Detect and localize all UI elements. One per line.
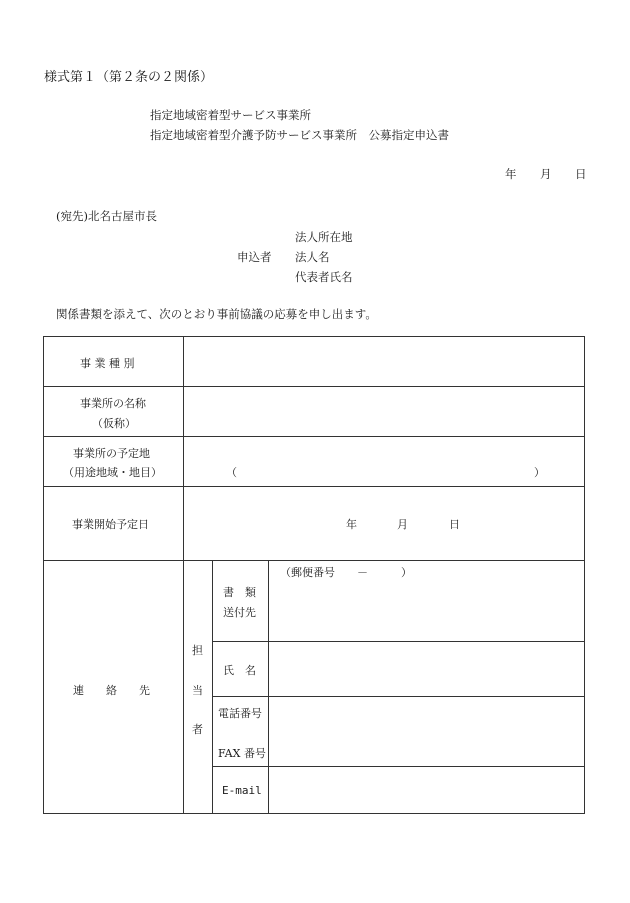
corp-address-label: 法人所在地 [295,230,353,244]
corp-name-label: 法人名 [295,250,330,264]
doc-destination-line1: 書 類 [223,586,256,599]
date-day: 日 [575,167,587,181]
representative-label: 代表者氏名 [295,270,353,284]
start-day: 日 [449,518,460,531]
start-date-label: 事業開始予定日 [72,518,149,531]
contact-label: 連 絡 先 [73,684,150,697]
addressee: (宛先)北名古屋市長 [56,209,157,223]
phone-label: 電話番号 [218,707,262,720]
postal-code: （郵便番号 － ） [280,566,412,579]
title-line-2: 指定地域密着型介護予防サービス事業所 公募指定申込書 [150,128,449,142]
facility-name-cell[interactable] [186,388,582,434]
person-char-2: 当 [192,684,203,697]
business-type-cell[interactable] [186,338,582,384]
start-year: 年 [346,518,357,531]
form-label: 様式第１（第２条の２関係） [44,70,214,85]
start-month: 月 [397,518,408,531]
email-cell[interactable] [272,769,582,811]
intro-text: 関係書類を添えて、次のとおり事前協議の応募を申し出ます。 [56,307,377,321]
email-label: E-mail [222,784,262,797]
person-char-1: 担 [192,644,203,657]
applicant-label: 申込者 [237,250,272,264]
facility-name-label: 事業所の名称 [80,397,146,410]
phone-fax-cell[interactable] [272,699,582,763]
location-paren-open: （ [226,466,237,479]
contact-name-label: 氏 名 [223,664,256,677]
location-cell[interactable] [240,440,525,482]
fax-label: FAX 番号 [218,747,266,760]
contact-name-cell[interactable] [272,645,582,693]
business-type-label: 事 業 種 別 [80,357,135,370]
facility-name-provisional: （仮称） [92,417,136,430]
doc-address-cell[interactable] [272,582,582,638]
location-label: 事業所の予定地 [73,447,150,460]
date-month: 月 [540,167,552,181]
person-char-3: 者 [192,723,203,736]
location-paren-close: ） [534,466,545,479]
doc-destination-line2: 送付先 [223,606,256,619]
location-zoning-label: （用途地域・地目） [63,466,162,479]
date-year: 年 [505,167,517,181]
title-line-1: 指定地域密着型サービス事業所 [150,108,311,122]
